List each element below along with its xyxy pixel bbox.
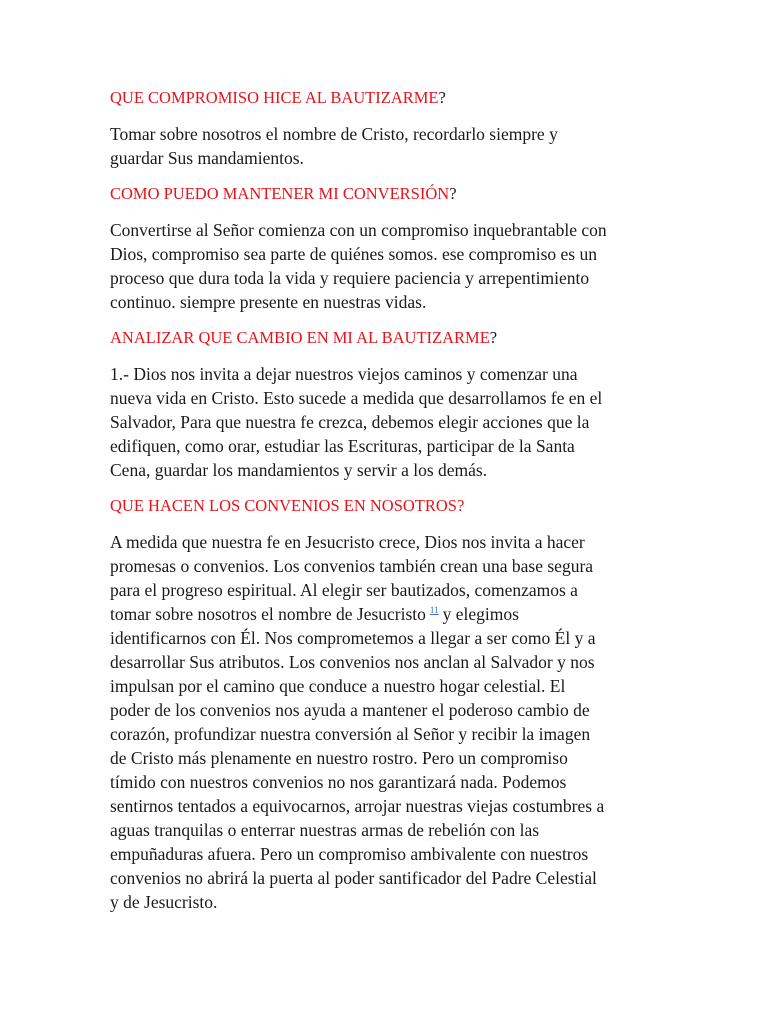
paragraph-line: corazón, profundizar nuestra conversión al Señor y recibir la imagen bbox=[110, 724, 591, 744]
paragraph-line: identificarnos con Él. Nos comprometemos a llegar a ser como Él y a bbox=[110, 628, 596, 648]
paragraph-line: Salvador, Para que nuestra fe crezca, debemos elegir acciones que la bbox=[110, 412, 590, 432]
paragraph-line: continuo. siempre presente en nuestras vidas. bbox=[110, 292, 427, 312]
paragraph-line: tímido con nuestros convenios no nos garantizará nada. Podemos bbox=[110, 772, 567, 792]
section-heading bbox=[110, 182, 670, 206]
paragraph-line: impulsan por el camino que conduce a nuestro hogar celestial. El bbox=[110, 676, 566, 696]
paragraph-line: promesas o convenios. Los convenios también crean una base segura bbox=[110, 556, 594, 576]
section-paragraph bbox=[110, 362, 670, 482]
paragraph-line: aguas tranquilas o enterrar nuestras armas de rebelión con las bbox=[110, 820, 540, 840]
paragraph-line: Dios, compromiso sea parte de quiénes somos. ese compromiso es un bbox=[110, 244, 597, 264]
paragraph-line-with-footnote bbox=[110, 602, 670, 626]
paragraph-line: poder de los convenios nos ayuda a mantener el poderoso cambio de bbox=[110, 700, 590, 720]
paragraph-line: y de Jesucristo. bbox=[110, 892, 218, 912]
paragraph-line: A medida que nuestra fe en Jesucristo crece, Dios nos invita a hacer bbox=[110, 532, 585, 552]
section-paragraph bbox=[110, 530, 670, 914]
paragraph-line-tail: y elegimos bbox=[442, 604, 519, 624]
section-heading bbox=[110, 326, 670, 350]
section-heading bbox=[110, 494, 670, 518]
paragraph-line: Cena, guardar los mandamientos y servir a los demás. bbox=[110, 460, 488, 480]
section-paragraph bbox=[110, 122, 670, 170]
paragraph-line: Convertirse al Señor comienza con un compromiso inquebrantable con bbox=[110, 220, 607, 240]
paragraph-line: 1.- Dios nos invita a dejar nuestros viejos caminos y comenzar una bbox=[110, 364, 578, 384]
paragraph-line: proceso que dura toda la vida y requiere paciencia y arrepentimiento bbox=[110, 268, 590, 288]
heading-text: ANALIZAR QUE CAMBIO EN MI AL BAUTIZARME bbox=[110, 328, 490, 347]
paragraph-line: guardar Sus mandamientos. bbox=[110, 148, 304, 168]
paragraph-line-text: tomar sobre nosotros el nombre de Jesucristo bbox=[110, 604, 426, 624]
heading-suffix: ? bbox=[438, 88, 446, 107]
section-heading bbox=[110, 86, 670, 110]
paragraph-line: para el progreso espiritual. Al elegir ser bautizados, comenzamos a bbox=[110, 580, 578, 600]
heading-suffix: ? bbox=[449, 184, 457, 203]
paragraph-line: desarrollar Sus atributos. Los convenios nos anclan al Salvador y nos bbox=[110, 652, 595, 672]
heading-suffix: ? bbox=[489, 328, 498, 347]
paragraph-line: empuñaduras afuera. Pero un compromiso ambivalente con nuestros bbox=[110, 844, 589, 864]
paragraph-line: de Cristo más plenamente en nuestro rostro. Pero un compromiso bbox=[110, 748, 568, 768]
heading-text: COMO PUEDO MANTENER MI CONVERSIÓN bbox=[110, 184, 450, 203]
paragraph-line: edifiquen, como orar, estudiar las Escrituras, participar de la Santa bbox=[110, 436, 575, 456]
heading-text: QUE COMPROMISO HICE AL BAUTIZARME bbox=[110, 88, 439, 107]
paragraph-line: convenios no abrirá la puerta al poder santificador del Padre Celestial bbox=[110, 868, 597, 888]
heading-text: QUE HACEN LOS CONVENIOS EN NOSOTROS? bbox=[110, 496, 465, 515]
paragraph-line: sentirnos tentados a equivocarnos, arrojar nuestras viejas costumbres a bbox=[110, 796, 605, 816]
paragraph-line: Tomar sobre nosotros el nombre de Cristo, recordarlo siempre y bbox=[110, 124, 558, 144]
paragraph-line: nueva vida en Cristo. Esto sucede a medida que desarrollamos fe en el bbox=[110, 388, 603, 408]
footnote-link[interactable]: 11 bbox=[429, 605, 439, 616]
section-paragraph bbox=[110, 218, 670, 314]
document-page bbox=[110, 86, 670, 926]
